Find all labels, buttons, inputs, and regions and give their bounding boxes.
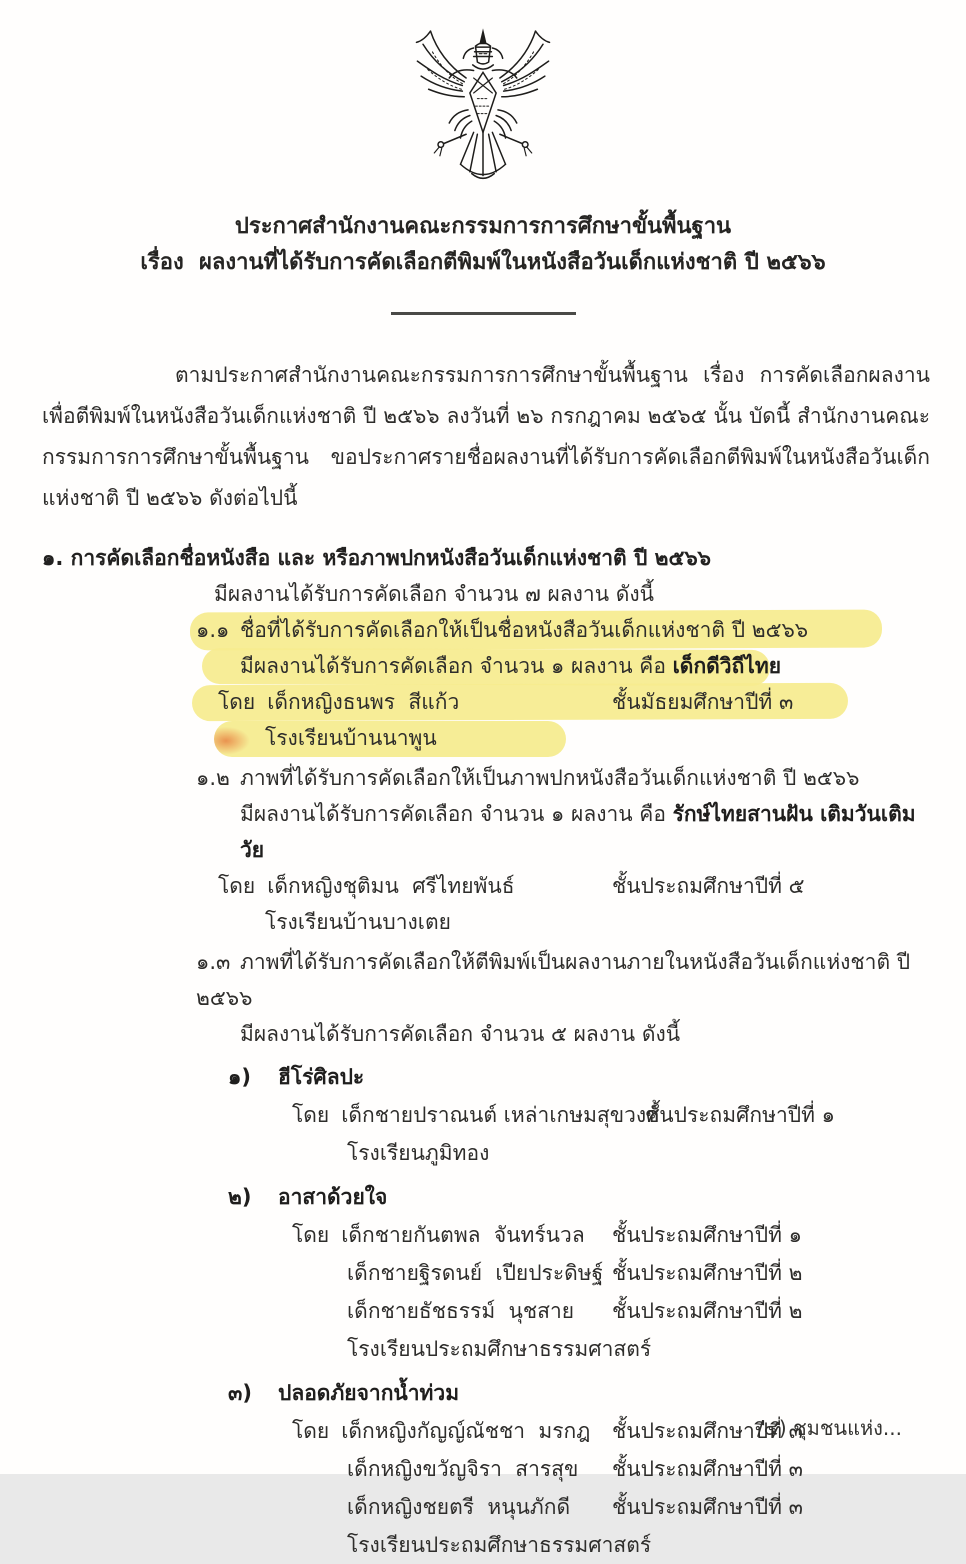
garuda-emblem (0, 0, 966, 194)
author-name: เด็กชายปราณนต์ เหล่าเกษมสุขวงศ์ (341, 1103, 660, 1127)
item-3-title: ปลอดภัยจากน้ำท่วม (278, 1381, 460, 1405)
author-name: เด็กหญิงชุติมน ศรีไทยพันธ์ (267, 874, 515, 898)
sub-1-3-count-row: มีผลงานได้รับการคัดเลือก จำนวน ๕ ผลงาน ดังนี้ (240, 1022, 681, 1046)
selected-work-title: เด็กดีวิถีไทย (672, 654, 782, 678)
author-grade: ชั้นประถมศึกษาปีที่ ๑ (645, 1103, 835, 1127)
item-2-author-row (42, 1292, 930, 1330)
author-grade: ชั้นประถมศึกษาปีที่ ๓ (612, 1419, 803, 1443)
sub-1-2-result-row (42, 796, 930, 868)
selected-work-title: รักษ์ไทยสานฝัน เติมวันเติมวัย (240, 802, 916, 862)
sub-1-1-heading: ชื่อที่ได้รับการคัดเลือกให้เป็นชื่อหนังสือวันเด็กแห่งชาติ ปี ๒๕๖๖ (240, 618, 809, 642)
item-1-author-row (42, 1096, 930, 1134)
sub-1-2-heading-row (42, 760, 930, 796)
item-1-title: ฮีโร่ศิลปะ (278, 1065, 365, 1089)
sub-1-1-number: ๑.๑ (196, 618, 230, 642)
item-1-title-row (42, 1058, 930, 1096)
intro-paragraph: ตามประกาศสำนักงานคณะกรรมการการศึกษาขั้นพื้นฐาน เรื่อง การคัดเลือกผลงานเพื่อตีพิมพ์ในหนังสือวันเด็กแห่งชาติ ปี ๒๕๖๖ ลงวันที่ ๒๖ กรกฎาคม ๒๕๖๕ นั้น บัดนี้ สำนักงานคณะกรรมการการศึกษาขั้นพื้นฐาน ขอประกาศรายชื่อผลงานที่ได้รับการคัดเลือกตีพิมพ์ในหนังสือวันเด็กแห่งชาติ ปี ๒๕๖๖ ดังต่อไปนี้ (42, 363, 930, 510)
author-grade: ชั้นมัธยมศึกษาปีที่ ๓ (612, 690, 794, 714)
sub-1-2-author-row (42, 868, 930, 904)
school-name: โรงเรียนบ้านบางเตย (265, 910, 451, 934)
sub-1-3-heading: ภาพที่ได้รับการคัดเลือกให้ตีพิมพ์เป็นผลงานภายในหนังสือวันเด็กแห่งชาติ ปี ๒๕๖๖ (196, 950, 917, 1010)
item-3-author-row (42, 1450, 930, 1488)
author-name: เด็กหญิงชยตรี หนุนภักดี (347, 1495, 571, 1519)
page-continuation-note: /๔) ชุมชนแห่ง... (757, 1416, 902, 1440)
author-grade: ชั้นประถมศึกษาปีที่ ๓ (612, 1495, 803, 1519)
by-label: โดย (218, 690, 256, 714)
item-3-title-row (42, 1374, 930, 1412)
sub-1-3-heading-row (42, 944, 930, 1016)
by-label: โดย (292, 1223, 330, 1247)
result-prefix: มีผลงานได้รับการคัดเลือก จำนวน ๑ ผลงาน คือ (240, 802, 673, 826)
by-label: โดย (292, 1419, 330, 1443)
author-name: เด็กหญิงธนพร สีแก้ว (267, 690, 460, 714)
item-1-number: ๑) (228, 1065, 251, 1089)
title-divider-line (391, 312, 576, 315)
document-title-line2: เรื่อง ผลงานที่ได้รับการคัดเลือกตีพิมพ์ในหนังสือวันเด็กแห่งชาติ ปี ๒๕๖๖ (140, 250, 826, 275)
item-3-school-row: โรงเรียนประถมศึกษาธรรมศาสตร์ (347, 1533, 652, 1557)
item-2-title: อาสาด้วยใจ (278, 1185, 388, 1209)
item-3-number: ๓) (228, 1381, 252, 1405)
result-prefix: มีผลงานได้รับการคัดเลือก จำนวน ๑ ผลงาน คือ (240, 654, 673, 678)
sub-1-1-result-row (42, 648, 930, 684)
sub-1-2-heading: ภาพที่ได้รับการคัดเลือกให้เป็นภาพปกหนังสือวันเด็กแห่งชาติ ปี ๒๕๖๖ (240, 766, 860, 790)
item-3-author-row (42, 1412, 930, 1450)
author-grade: ชั้นประถมศึกษาปีที่ ๕ (612, 874, 805, 898)
item-2-title-row (42, 1178, 930, 1216)
item-2-author-row (42, 1216, 930, 1254)
item-2-author-row (42, 1254, 930, 1292)
section-1-heading: ๑. การคัดเลือกชื่อหนังสือ และ หรือภาพปกหนังสือวันเด็กแห่งชาติ ปี ๒๕๖๖ (42, 546, 711, 570)
sub-1-2-number: ๑.๒ (196, 766, 230, 790)
author-name: เด็กหญิงขวัญจิรา สารสุข (347, 1457, 579, 1481)
section-1-count-line: มีผลงานได้รับการคัดเลือก จำนวน ๗ ผลงาน ดังนี้ (214, 582, 654, 606)
sub-1-1-heading-row (42, 612, 930, 648)
author-name: เด็กชายธัชธรรม์ นุชสาย (347, 1299, 575, 1323)
author-name: เด็กชายกันตพล จันทร์นวล (341, 1223, 585, 1247)
school-name: โรงเรียนบ้านนาพูน (265, 726, 437, 750)
author-name: เด็กหญิงกัญญ์ณัชชา มรกฎ (341, 1419, 591, 1443)
author-grade: ชั้นประถมศึกษาปีที่ ๒ (612, 1261, 803, 1285)
sub-1-3-number: ๑.๓ (196, 950, 231, 974)
author-grade: ชั้นประถมศึกษาปีที่ ๑ (612, 1223, 802, 1247)
sub-1-2-school-row (42, 904, 930, 940)
author-grade: ชั้นประถมศึกษาปีที่ ๒ (612, 1299, 803, 1323)
sub-1-1-author-row (42, 684, 930, 720)
by-label: โดย (218, 874, 256, 898)
item-1-school-row: โรงเรียนภูมิทอง (347, 1141, 490, 1165)
sub-1-1-school-row (42, 720, 930, 756)
document-title-line1: ประกาศสำนักงานคณะกรรมการการศึกษาขั้นพื้นฐาน (234, 214, 732, 239)
by-label: โดย (292, 1103, 330, 1127)
item-3-author-row (42, 1488, 930, 1526)
author-name: เด็กชายฐิรดนย์ เปียประดิษฐ์ (347, 1261, 604, 1285)
item-2-number: ๒) (228, 1185, 252, 1209)
item-2-school-row: โรงเรียนประถมศึกษาธรรมศาสตร์ (347, 1337, 652, 1361)
author-grade: ชั้นประถมศึกษาปีที่ ๓ (612, 1457, 803, 1481)
